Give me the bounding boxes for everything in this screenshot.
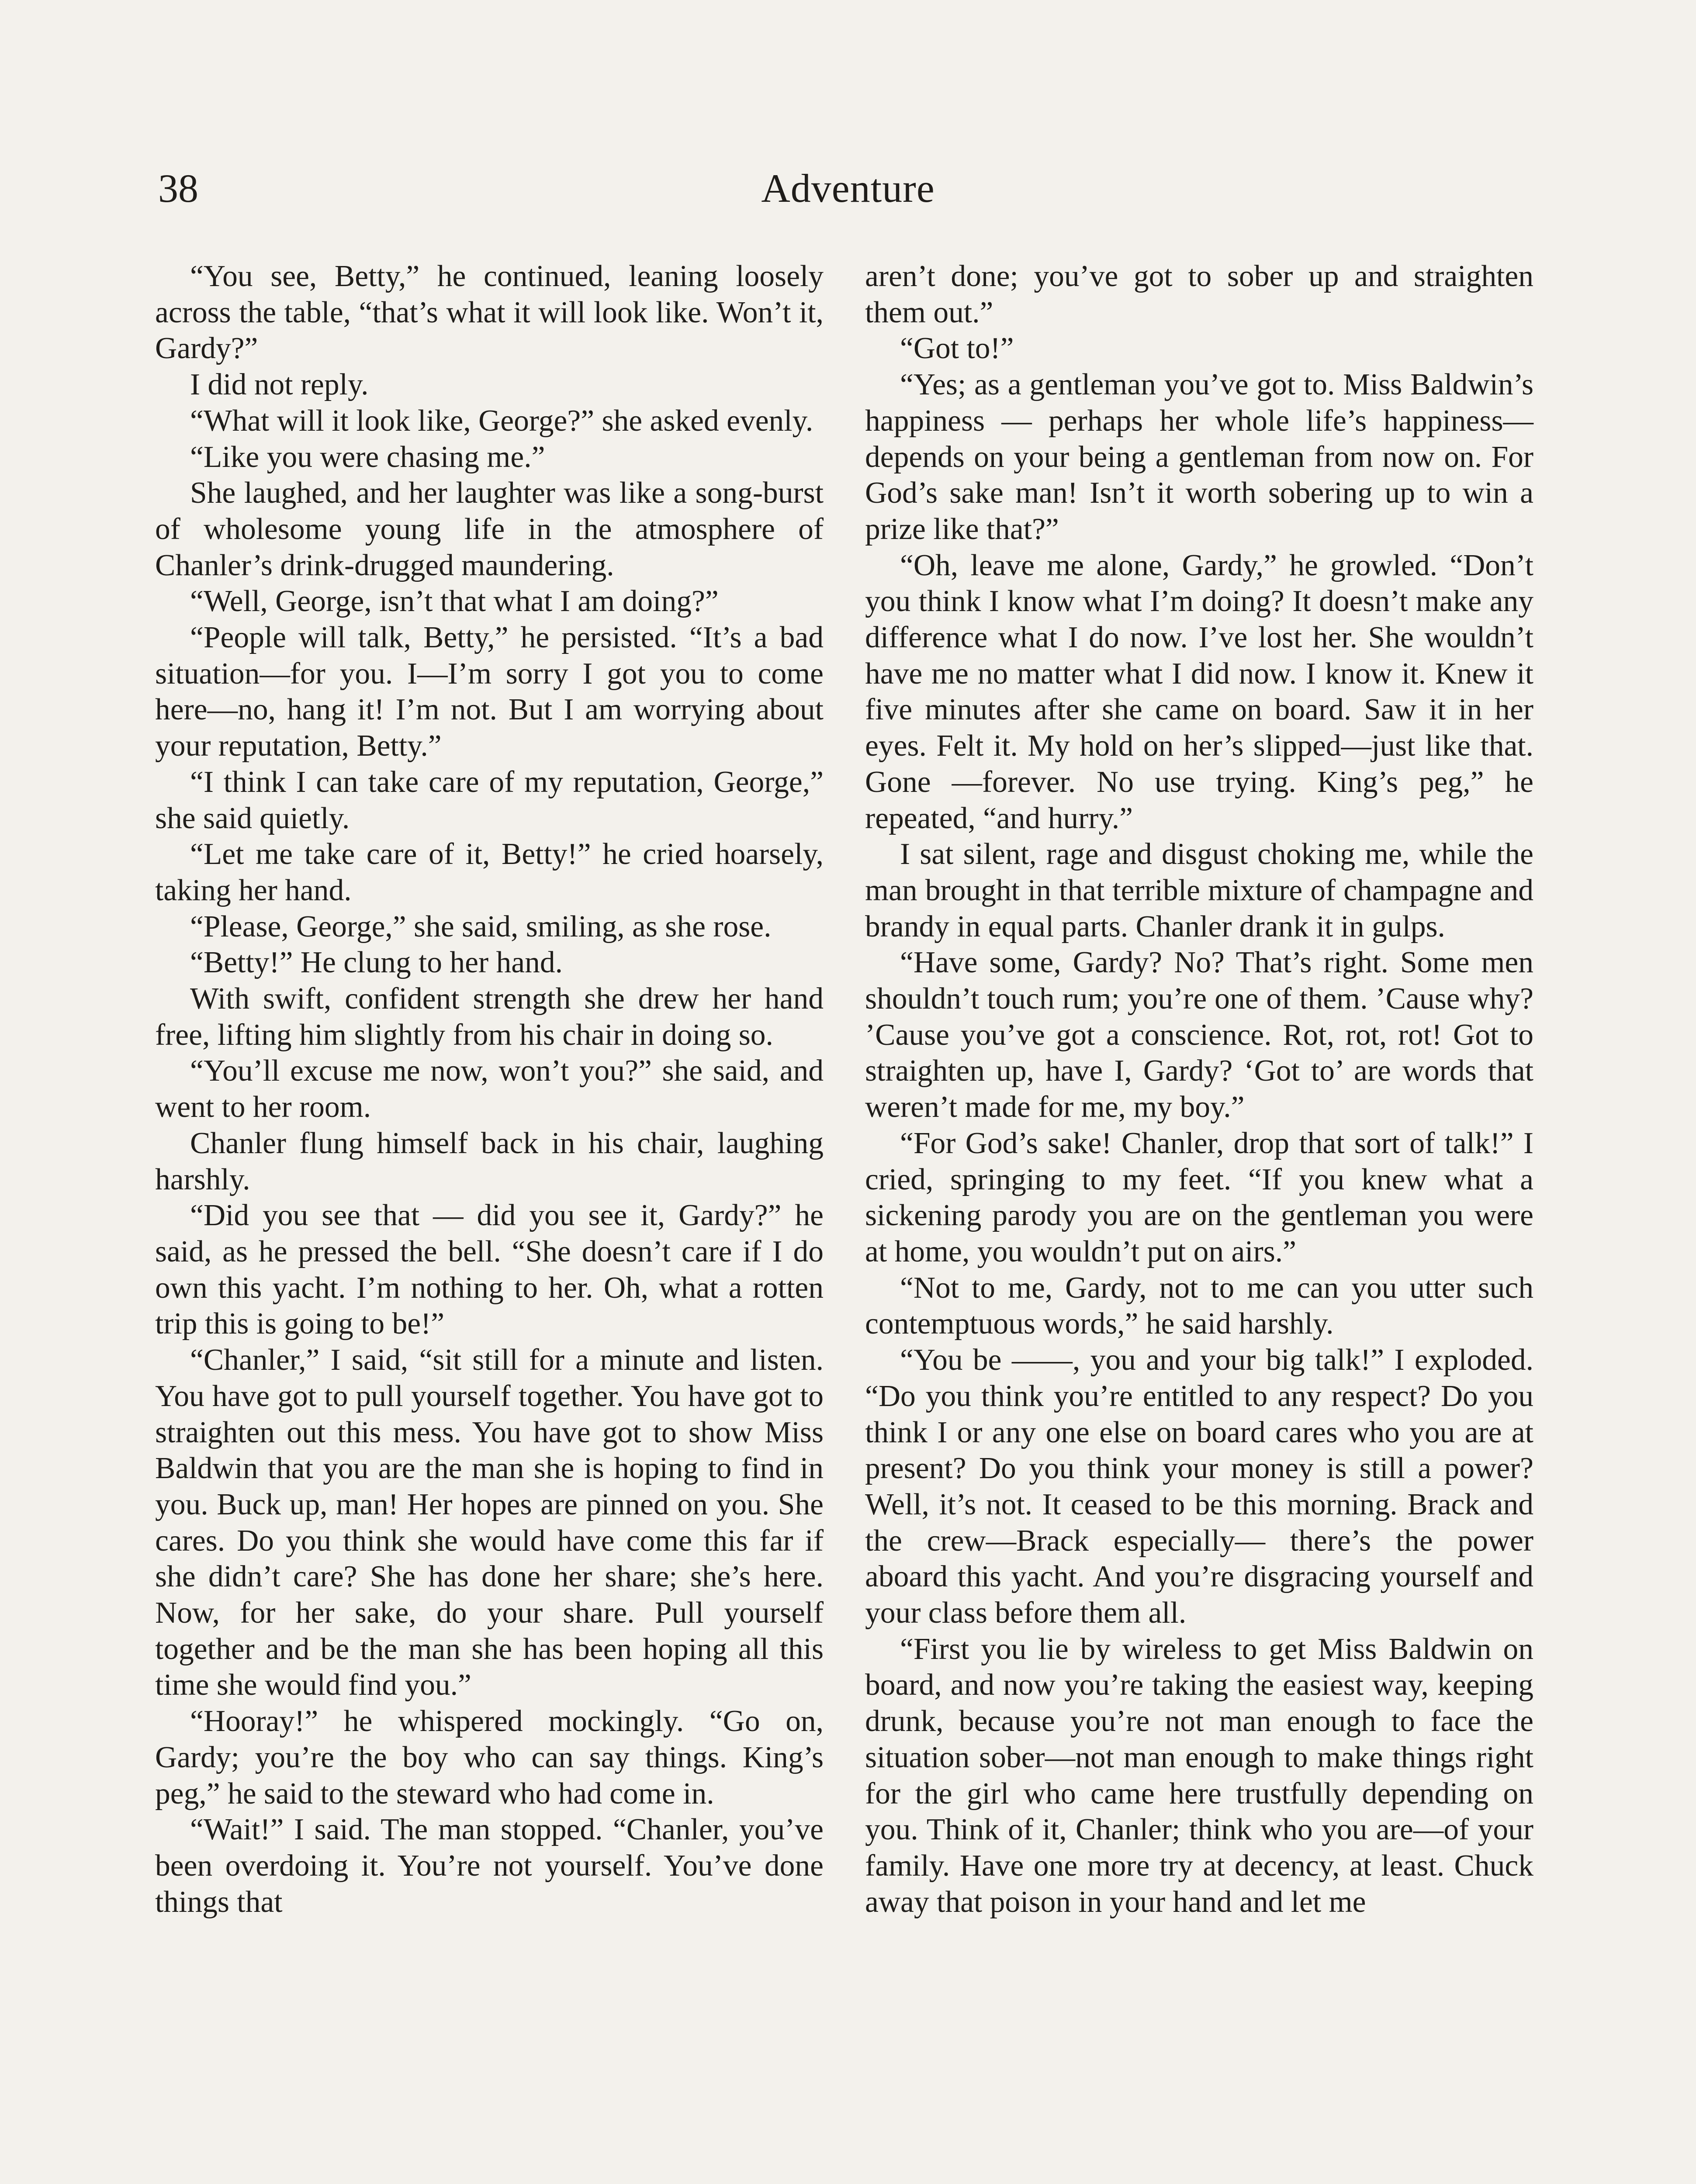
paragraph: “You’ll excuse me now, won’t you?” she said, and went to her room.	[155, 1054, 824, 1124]
paragraph: “Hooray!” he whispered mockingly. “Go on, Gardy; you’re the boy who can say things. King’s peg,” he said to the steward who had come in.	[155, 1704, 824, 1811]
paragraph: “Let me take care of it, Betty!” he cried hoarsely, taking her hand.	[155, 837, 824, 907]
paragraph: “Oh, leave me alone, Gardy,” he growled. “Don’t you think I know what I’m doing? It doesn’t make any difference what I do now. I’ve lost her. She wouldn’t have me no matter what I did now. I know it. Knew it five minutes after she came on board. Saw it in her eyes. Felt it. My hold on her’s slipped—just like that. Gone —forever. No use trying. King’s peg,” he repeated, “and hurry.”	[865, 548, 1533, 835]
paragraph: Chanler flung himself back in his chair, laughing harshly.	[155, 1126, 824, 1196]
paragraph: “What will it look like, George?” she asked evenly.	[190, 404, 813, 438]
paragraph: “For God’s sake! Chanler, drop that sort of talk!” I cried, springing to my feet. “If you knew what a sickening parody you are on the gentleman you were at home, you wouldn’t put on airs.”	[865, 1126, 1533, 1268]
paragraph: “Well, George, isn’t that what I am doing?”	[190, 584, 719, 619]
paragraph: “Yes; as a gentleman you’ve got to. Miss Baldwin’s happiness — perhaps her whole life’s happiness—depends on your being a gentleman from now on. For God’s sake man! Isn’t it worth sobering up to win a prize like that?”	[865, 368, 1533, 546]
paragraph: “You see, Betty,” he continued, leaning loosely across the table, “that’s what it will look like. Won’t it, Gardy?”	[155, 259, 824, 366]
paragraph: “Wait!” I said. The man stopped. “Chanler, you’ve been overdoing it. You’re not yourself. You’ve done things that	[155, 1813, 824, 1919]
paragraph: I sat silent, rage and disgust choking me, while the man brought in that terrible mixture of champagne and brandy in equal parts. Chanler drank it in gulps.	[865, 837, 1533, 943]
paragraph: “I think I can take care of my reputation, George,” she said quietly.	[155, 765, 824, 835]
paragraph: I did not reply.	[190, 368, 369, 402]
paragraph: With swift, confident strength she drew her hand free, lifting him slightly from his chair in doing so.	[155, 982, 824, 1052]
paragraph: “Have some, Gardy? No? That’s right. Some men shouldn’t touch rum; you’re one of them. ’Cause why? ’Cause you’ve got a conscience. Rot, rot, rot! Got to straighten up, have I, Gardy? ‘Got to’ are words that weren’t made for me, my boy.”	[865, 946, 1533, 1124]
paragraph: “Chanler,” I said, “sit still for a minute and listen. You have got to pull yourself together. You have got to straighten out this mess. You have got to show Miss Baldwin that you are the man she is hoping to find in you. Buck up, man! Her hopes are pinned on you. She cares. Do you think she would have come this far if she didn’t care? She has done her share; she’s here. Now, for her sake, do your share. Pull yourself together and be the man she has been hoping all this time she would find you.”	[155, 1343, 824, 1702]
running-head-title: Adventure	[761, 166, 935, 211]
paragraph: “Like you were chasing me.”	[190, 440, 545, 474]
paragraph: aren’t done; you’ve got to sober up and straighten them out.”	[865, 259, 1533, 329]
paragraph: “Please, George,” she said, smiling, as she rose.	[190, 909, 772, 943]
paragraph: “People will talk, Betty,” he persisted. “It’s a bad situation—for you. I—I’m sorry I got you to come here—no, hang it! I’m not. But I am worrying about your reputation, Betty.”	[155, 621, 824, 763]
paragraph: “You be ——, you and your big talk!” I exploded. “Do you think you’re entitled to any respect? Do you think I or any one else on board cares who you are at present? Do you think your money is still a power? Well, it’s not. It ceased to be this morning. Brack and the crew—Brack especially— there’s the power aboard this yacht. And you’re disgracing yourself and your class before them all.	[865, 1343, 1533, 1630]
paragraph: “Got to!”	[900, 332, 1014, 366]
page-number: 38	[158, 166, 198, 211]
paragraph: “First you lie by wireless to get Miss Baldwin on board, and now you’re taking the easiest way, keeping drunk, because you’re not man enough to face the situation sober—not man enough to make things right for the girl who came here trustfully depending on you. Think of it, Chanler; think who you are—of your family. Have one more try at decency, at least. Chuck away that poison in your hand and let me	[865, 1632, 1533, 1919]
right-text-column	[865, 259, 1533, 1920]
paragraph: “Not to me, Gardy, not to me can you utter such contemptuous words,” he said harshly.	[865, 1271, 1533, 1341]
paragraph: She laughed, and her laughter was like a song-burst of wholesome young life in the atmosphere of Chanler’s drink-drugged maundering.	[155, 476, 824, 582]
paragraph: “Did you see that — did you see it, Gardy?” he said, as he pressed the bell. “She doesn’t care if I do own this yacht. I’m nothing to her. Oh, what a rotten trip this is going to be!”	[155, 1199, 824, 1341]
left-text-column	[155, 259, 824, 1920]
paragraph: “Betty!” He clung to her hand.	[190, 946, 563, 980]
